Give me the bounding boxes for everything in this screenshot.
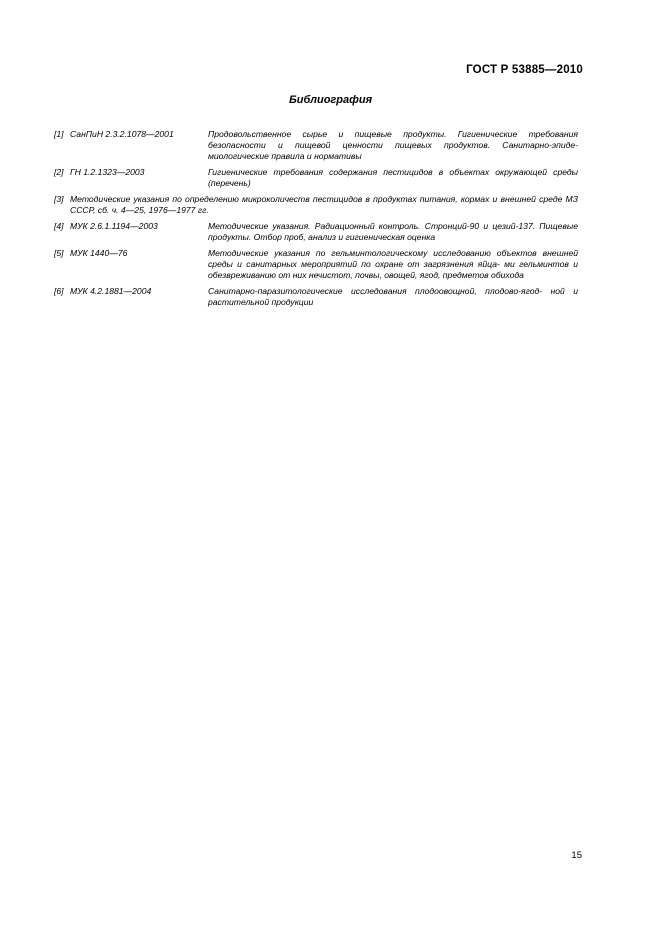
entry-number: [5] (54, 248, 64, 258)
entry-code: МУК 4.2.1881—2004 (70, 286, 152, 296)
entry-code: МУК 1440—76 (70, 248, 128, 258)
standard-code-header: ГОСТ Р 53885—2010 (466, 64, 583, 76)
entry-code: СанПиН 2.3.2.1078—2001 (70, 129, 174, 139)
entry-description: Санитарно-паразитологические исследования плодоовощной, плодово-ягод- ной и растительной продукции (208, 286, 578, 307)
bibliography-entry-3 (54, 194, 578, 216)
bibliography-entry-4 (54, 221, 578, 243)
entry-number: [2] (54, 167, 64, 177)
entry-description: Методические указания по определению микроколичеств пестицидов в продуктах питания, кормах и внешней среде МЗ СССР, сб. ч. 4—25, 1976—1977 гг. (70, 194, 578, 215)
bibliography-title: Библиография (288, 94, 373, 106)
entry-description: Методические указания. Радиационный контроль. Стронций-90 и цезий-137. Пищевые продукты. Отбор проб, анализ и гигиеническая оценка (208, 221, 578, 242)
page-number: 15 (571, 850, 582, 861)
bibliography-entry-2 (54, 167, 578, 189)
bibliography-list (54, 129, 578, 313)
entry-number: [1] (54, 129, 64, 139)
entry-code: МУК 2.6.1.1194—2003 (70, 221, 158, 231)
entry-description: Методические указания по гельминтологическому исследованию объектов внешней среды и санитарных мероприятий по охране от загрязнения яйца- ми гельминтов и обезвреживанию от них нечистот, почвы, овощей, ягод, предметов обихода (208, 248, 578, 280)
bibliography-entry-5 (54, 248, 578, 281)
entry-code: ГН 1.2.1323—2003 (70, 167, 145, 177)
entry-number: [3] (54, 194, 64, 204)
bibliography-entry-1 (54, 129, 578, 162)
entry-description: Гигиенические требования содержания пестицидов в объектах окружающей среды (перечень) (208, 167, 578, 188)
entry-description: Продовольственное сырье и пищевые продукты. Гигиенические требования безопасности и пищевой ценности пищевых продуктов. Санитарно-эпиде- миологические правила и нормативы (208, 129, 578, 161)
entry-number: [6] (54, 286, 64, 296)
bibliography-entry-6 (54, 286, 578, 308)
entry-number: [4] (54, 221, 64, 231)
